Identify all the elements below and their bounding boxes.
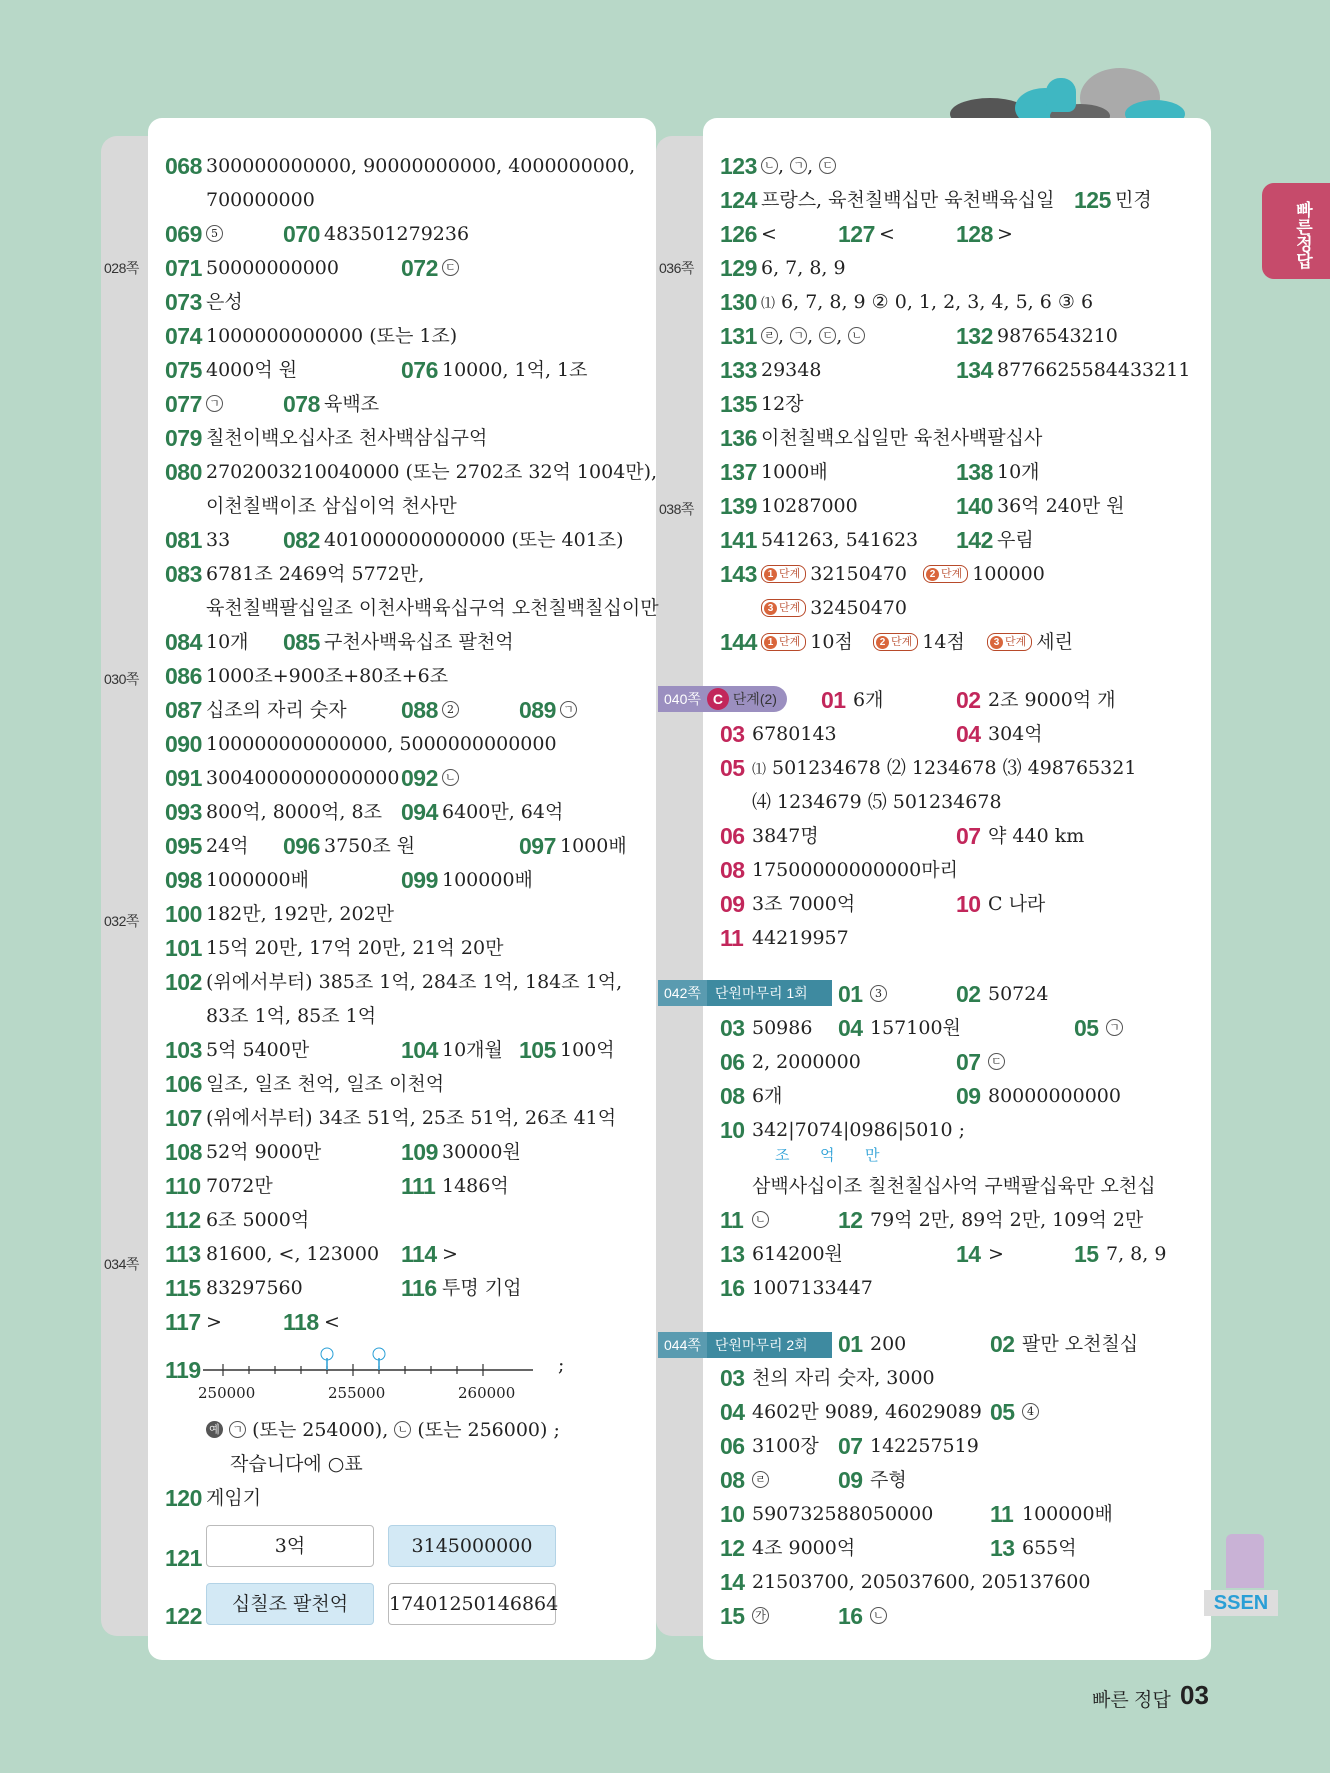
unit-label: 만 — [865, 1147, 880, 1164]
answer: 4조 9000억 — [752, 1537, 856, 1559]
question-number: 01 — [838, 981, 863, 1007]
question-number: 134 — [956, 357, 993, 383]
question-number: 111 — [401, 1173, 436, 1199]
answer: < — [761, 223, 777, 245]
answer: ㄷ — [988, 1046, 1005, 1078]
question-number: 09 — [956, 1083, 981, 1109]
answer: 3100장 — [752, 1435, 819, 1457]
answer: 예 ㄱ (또는 254000), ㄴ (또는 256000) ; — [206, 1414, 560, 1446]
answer-box: 십칠조 팔천억 — [206, 1583, 374, 1625]
footer-label: 빠른 정답 — [1092, 1690, 1171, 1711]
answer: C 나라 — [988, 893, 1046, 915]
question-number: 06 — [720, 1433, 745, 1459]
answer: 1000000배 — [206, 869, 309, 891]
question-number: 094 — [401, 799, 438, 825]
question-number: 03 — [720, 1015, 745, 1041]
answer: 3 단계 32450470 — [761, 592, 907, 624]
question-number: 02 — [956, 981, 981, 1007]
question-number: 073 — [165, 289, 202, 315]
page-mark: 036쪽 — [659, 260, 694, 276]
question-number: 132 — [956, 323, 993, 349]
answer: 24억 — [206, 835, 249, 857]
step-badge: 1 단계 — [761, 565, 806, 583]
question-number: 088 — [401, 697, 438, 723]
question-number: 05 — [1074, 1015, 1099, 1041]
answer: 50000000000 — [206, 257, 339, 279]
answer: 육천칠백팔십일조 이천사백육십구억 오천칠백칠십이만 — [206, 597, 659, 619]
page-mark: 028쪽 — [104, 260, 139, 276]
mascot-icon — [1226, 1534, 1264, 1588]
answer: (위에서부터) 385조 1억, 284조 1억, 184조 1억, — [206, 971, 623, 993]
question-number: 04 — [838, 1015, 863, 1041]
question-number: 116 — [401, 1275, 437, 1301]
answer: 50724 — [988, 983, 1049, 1005]
question-number: 07 — [956, 823, 981, 849]
answer: 1000조+900조+80조+6조 — [206, 665, 449, 687]
answer: 52억 9000만 — [206, 1141, 322, 1163]
question-number: 110 — [165, 1173, 201, 1199]
question-number: 122 — [165, 1603, 202, 1629]
answer: ㄴ — [752, 1204, 769, 1236]
question-number: 099 — [401, 867, 438, 893]
answer: 6400만, 64억 — [442, 801, 564, 823]
answer: 15억 20만, 17억 20만, 21억 20만 — [206, 937, 504, 959]
question-number: 16 — [838, 1603, 863, 1629]
question-number: 096 — [283, 833, 320, 859]
question-number: 098 — [165, 867, 202, 893]
answer: 3조 7000억 — [752, 893, 856, 915]
answer: ㄷ — [442, 252, 459, 284]
question-number: 079 — [165, 425, 202, 451]
answer: 4000억 원 — [206, 359, 298, 381]
answer: 6조 5000억 — [206, 1209, 310, 1231]
step-badge: 3 단계 — [761, 599, 806, 617]
left-answer-panel — [148, 118, 659, 1660]
question-number: 082 — [283, 527, 320, 553]
answer: 300000000000, 90000000000, 4000000000, — [206, 155, 636, 177]
question-number: 11 — [720, 925, 744, 951]
answer: < — [324, 1311, 340, 1333]
question-number: 090 — [165, 731, 202, 757]
step-badge: 2 단계 — [873, 633, 918, 651]
question-number: 102 — [165, 969, 202, 995]
question-number: 130 — [720, 289, 757, 315]
question-number: 123 — [720, 153, 757, 179]
question-number: 113 — [165, 1241, 201, 1267]
answer: 6개 — [752, 1085, 783, 1107]
answer: 4 — [1022, 1396, 1039, 1428]
answer: 483501279236 — [324, 223, 470, 245]
answer: 100000000000000, 5000000000000 — [206, 733, 557, 755]
question-number: 083 — [165, 561, 202, 587]
question-number: 118 — [283, 1309, 319, 1335]
answer: 주형 — [870, 1469, 907, 1491]
question-number: 142 — [956, 527, 993, 553]
question-number: 133 — [720, 357, 757, 383]
question-number: 086 — [165, 663, 202, 689]
answer: ⑴ 6, 7, 8, 9 ② 0, 1, 2, 3, 4, 5, 6 ③ 6 — [761, 291, 1094, 313]
answer: ㄱ — [1106, 1012, 1123, 1044]
page-mark: 040쪽 — [664, 691, 701, 707]
question-number: 07 — [956, 1049, 981, 1075]
answer: > — [997, 223, 1013, 245]
question-number: 120 — [165, 1485, 202, 1511]
step-badge: 2 단계 — [923, 565, 968, 583]
answer: 프랑스, 육천칠백십만 육천백육십일 — [761, 189, 1055, 211]
question-number: 08 — [720, 1083, 745, 1109]
answer: 200 — [870, 1333, 907, 1355]
answer: 투명 기업 — [442, 1277, 522, 1299]
answer: 2 단계 14점 — [873, 626, 965, 658]
question-number: 119 — [165, 1357, 201, 1383]
answer: 3 — [870, 978, 887, 1010]
answer: 36억 240만 원 — [997, 495, 1125, 517]
answer: 1 단계 32150470 — [761, 558, 907, 590]
question-number: 09 — [720, 891, 745, 917]
answer: 9876543210 — [997, 325, 1118, 347]
answer: 6780143 — [752, 723, 837, 745]
question-number: 091 — [165, 765, 202, 791]
answer: 3004000000000000 — [206, 767, 400, 789]
answer: 약 440 km — [988, 825, 1085, 847]
answer: 1 단계 10점 — [761, 626, 853, 658]
question-number: 13 — [990, 1535, 1015, 1561]
answer: 12장 — [761, 393, 804, 415]
question-number: 081 — [165, 527, 202, 553]
answer: 7072만 — [206, 1175, 273, 1197]
question-number: 093 — [165, 799, 202, 825]
answer: 29348 — [761, 359, 822, 381]
question-number: 05 — [990, 1399, 1015, 1425]
answer: ㄱ — [560, 694, 577, 726]
question-number: 10 — [956, 891, 981, 917]
question-number: 04 — [720, 1399, 745, 1425]
question-number: 137 — [720, 459, 757, 485]
answer: 게임기 — [206, 1487, 262, 1509]
answer: 이천칠백오십일만 육천사백팔십사 — [761, 427, 1043, 449]
question-number: 11 — [990, 1501, 1014, 1527]
question-number: 076 — [401, 357, 438, 383]
question-number: 03 — [720, 1365, 745, 1391]
question-number: 15 — [1074, 1241, 1099, 1267]
answer: 800억, 8000억, 8조 — [206, 801, 382, 823]
answer: 655억 — [1022, 1537, 1077, 1559]
answer: 83조 1억, 85조 1억 — [206, 1005, 377, 1027]
question-number: 101 — [165, 935, 202, 961]
answer: > — [442, 1243, 458, 1265]
unit-review-1-tag: 042쪽 단원마무리 1회 — [658, 980, 832, 1006]
question-number: 16 — [720, 1275, 745, 1301]
answer: 8776625584433211 — [997, 359, 1191, 381]
question-number: 09 — [838, 1467, 863, 1493]
owl-icon — [1046, 78, 1076, 112]
question-number: 112 — [165, 1207, 201, 1233]
answer: ㄹ — [752, 1464, 769, 1496]
question-number: 08 — [720, 1467, 745, 1493]
question-number: 114 — [401, 1241, 437, 1267]
answer: 작습니다에 ○표 — [230, 1453, 363, 1475]
answer: 가 — [752, 1600, 769, 1632]
answer: ㄴ , ㄱ , ㄷ — [761, 150, 836, 182]
answer: 700000000 — [206, 189, 315, 211]
answer: 은성 — [206, 291, 243, 313]
question-number: 141 — [720, 527, 757, 553]
quick-answer-tab[interactable]: 빠른정답 — [1262, 183, 1330, 279]
question-number: 131 — [720, 323, 757, 349]
answer: 팔만 오천칠십 — [1022, 1333, 1139, 1355]
answer: 17500000000000마리 — [752, 859, 958, 881]
question-number: 078 — [283, 391, 320, 417]
answer: 142257519 — [870, 1435, 979, 1457]
question-number: 06 — [720, 1049, 745, 1075]
question-number: 14 — [720, 1569, 745, 1595]
answer: 401000000000000 (또는 401조) — [324, 529, 624, 551]
question-number: 05 — [720, 755, 745, 781]
answer: ㄱ — [206, 388, 223, 420]
answer: 182만, 192만, 202만 — [206, 903, 395, 925]
question-number: 075 — [165, 357, 202, 383]
answer: 80000000000 — [988, 1085, 1121, 1107]
answer: 590732588050000 — [752, 1503, 934, 1525]
question-number: 139 — [720, 493, 757, 519]
question-number: 08 — [720, 857, 745, 883]
answer: 100억 — [560, 1039, 615, 1061]
answer: 30000원 — [442, 1141, 521, 1163]
question-number: 136 — [720, 425, 757, 451]
answer: ㄴ — [870, 1600, 887, 1632]
question-number: 140 — [956, 493, 993, 519]
number-line-tick-label: 255000 — [328, 1384, 386, 1402]
answer: 4602만 9089, 46029089 — [752, 1401, 982, 1423]
answer: > — [206, 1311, 222, 1333]
answer: 1486억 — [442, 1175, 509, 1197]
question-number: 121 — [165, 1545, 202, 1571]
question-number: 085 — [283, 629, 320, 655]
question-number: 077 — [165, 391, 202, 417]
answer: 삼백사십이조 칠천칠십사억 구백팔십육만 오천십 — [752, 1175, 1156, 1197]
right-answer-panel — [703, 118, 1211, 1660]
answer: ㄹ , ㄱ , ㄷ , ㄴ — [761, 320, 865, 352]
question-number: 089 — [519, 697, 556, 723]
answer: 칠천이백오십사조 천사백삼십구억 — [206, 427, 488, 449]
question-number: 109 — [401, 1139, 438, 1165]
question-number: 03 — [720, 721, 745, 747]
answer: 100000배 — [1022, 1503, 1113, 1525]
answer: > — [988, 1243, 1004, 1265]
answer: 육백조 — [324, 393, 380, 415]
question-number: 106 — [165, 1071, 202, 1097]
ssen-logo: SSEN — [1204, 1534, 1278, 1618]
question-number: 10 — [720, 1117, 745, 1143]
page-mark: 032쪽 — [104, 913, 139, 929]
answer: 157100원 — [870, 1017, 961, 1039]
unit-label: 억 — [820, 1147, 835, 1164]
question-number: 01 — [838, 1331, 863, 1357]
answer: 342|7074|0986|5010 ; — [752, 1119, 965, 1141]
question-number: 095 — [165, 833, 202, 859]
answer: 3750조 원 — [324, 835, 416, 857]
question-number: 100 — [165, 901, 202, 927]
answer: ⑷ 1234679 ⑸ 501234678 — [752, 791, 1002, 813]
question-number: 14 — [956, 1241, 981, 1267]
answer: 6개 — [853, 689, 884, 711]
question-number: 105 — [519, 1037, 556, 1063]
answer: 5억 5400만 — [206, 1039, 310, 1061]
question-number: 12 — [838, 1207, 863, 1233]
question-number: 144 — [720, 629, 757, 655]
answer: 33 — [206, 529, 231, 551]
question-number: 127 — [838, 221, 875, 247]
question-number: 070 — [283, 221, 320, 247]
page-number: 03 — [1180, 1680, 1209, 1710]
question-number: 13 — [720, 1241, 745, 1267]
answer: 이천칠백이조 삼십이억 천사만 — [206, 495, 457, 517]
answer: 민경 — [1115, 189, 1152, 211]
answer: 100000배 — [442, 869, 533, 891]
question-number: 124 — [720, 187, 757, 213]
answer: 21503700, 205037600, 205137600 — [752, 1571, 1091, 1593]
answer: 79억 2만, 89억 2만, 109억 2만 — [870, 1209, 1144, 1231]
unit-review-2-tag: 044쪽 단원마무리 2회 — [658, 1332, 832, 1358]
question-number: 135 — [720, 391, 757, 417]
answer-box: 3145000000 — [388, 1525, 556, 1567]
answer: 1000배 — [761, 461, 828, 483]
question-number: 11 — [720, 1207, 744, 1233]
unit-label: 조 — [775, 1147, 790, 1164]
question-number: 107 — [165, 1105, 202, 1131]
question-number: 071 — [165, 255, 202, 281]
answer: ㄴ — [442, 762, 459, 794]
answer: 3 단계 세린 — [987, 626, 1073, 658]
answer: 83297560 — [206, 1277, 303, 1299]
question-number: 115 — [165, 1275, 201, 1301]
answer-box: 3억 — [206, 1525, 374, 1567]
answer: 1007133447 — [752, 1277, 873, 1299]
answer: 1000000000000 (또는 1조) — [206, 325, 458, 347]
answer: 십조의 자리 숫자 — [206, 699, 347, 721]
c-badge-icon: C — [707, 688, 729, 710]
question-number: 01 — [821, 687, 846, 713]
question-number: 07 — [838, 1433, 863, 1459]
c-step-tag: 040쪽 C 단계(2) — [658, 686, 787, 712]
answer: < — [879, 223, 895, 245]
question-number: 097 — [519, 833, 556, 859]
number-line-tick-label: 260000 — [458, 1384, 516, 1402]
question-number: 128 — [956, 221, 993, 247]
question-number: 04 — [956, 721, 981, 747]
answer: 50986 — [752, 1017, 813, 1039]
question-number: 15 — [720, 1603, 745, 1629]
answer-box: 17401250146864 — [388, 1583, 556, 1625]
answer: 304억 — [988, 723, 1043, 745]
question-number: 069 — [165, 221, 202, 247]
question-number: 129 — [720, 255, 757, 281]
question-number: 103 — [165, 1037, 202, 1063]
answer: 구천사백육십조 팔천억 — [324, 631, 514, 653]
answer: 10개 — [997, 461, 1040, 483]
example-icon: 예 — [206, 1421, 223, 1438]
answer: 2 — [442, 694, 459, 726]
step-badge: 3 단계 — [987, 633, 1032, 651]
answer: 3847명 — [752, 825, 819, 847]
answer: 6, 7, 8, 9 — [761, 257, 846, 279]
question-number: 108 — [165, 1139, 202, 1165]
question-number: 126 — [720, 221, 757, 247]
answer: 천의 자리 숫자, 3000 — [752, 1367, 935, 1389]
page-mark: 038쪽 — [659, 501, 694, 517]
question-number: 117 — [165, 1309, 201, 1335]
answer: 10287000 — [761, 495, 858, 517]
question-number: 125 — [1074, 187, 1111, 213]
answer: 10000, 1억, 1조 — [442, 359, 588, 381]
answer: 우림 — [997, 529, 1034, 551]
answer: 6781조 2469억 5772만, — [206, 563, 425, 585]
page-mark: 034쪽 — [104, 1256, 139, 1272]
answer: 44219957 — [752, 927, 849, 949]
answer: 614200원 — [752, 1243, 843, 1265]
answer: (위에서부터) 34조 51억, 25조 51억, 26조 41억 — [206, 1107, 617, 1129]
answer: 10개월 — [442, 1039, 503, 1061]
question-number: 084 — [165, 629, 202, 655]
answer: 7, 8, 9 — [1106, 1243, 1167, 1265]
question-number: 143 — [720, 561, 757, 587]
answer: ⑴ 501234678 ⑵ 1234678 ⑶ 498765321 — [752, 757, 1137, 779]
answer: 2조 9000억 개 — [988, 689, 1116, 711]
answer: 5 — [206, 218, 223, 250]
answer: 81600, <, 123000 — [206, 1243, 380, 1265]
answer: 일조, 일조 천억, 일조 이천억 — [206, 1073, 445, 1095]
number-line-tick-label: 250000 — [198, 1384, 256, 1402]
semicolon: ; — [558, 1354, 565, 1376]
question-number: 068 — [165, 153, 202, 179]
question-number: 06 — [720, 823, 745, 849]
answer: 2 단계 100000 — [923, 558, 1045, 590]
answer: 10개 — [206, 631, 249, 653]
question-number: 072 — [401, 255, 438, 281]
question-number: 080 — [165, 459, 202, 485]
question-number: 12 — [720, 1535, 745, 1561]
question-number: 104 — [401, 1037, 438, 1063]
page-mark: 030쪽 — [104, 671, 139, 687]
question-number: 02 — [990, 1331, 1015, 1357]
answer: 2702003210040000 (또는 2702조 32억 1004만), — [206, 461, 658, 483]
question-number: 10 — [720, 1501, 745, 1527]
question-number: 138 — [956, 459, 993, 485]
question-number: 02 — [956, 687, 981, 713]
question-number: 092 — [401, 765, 438, 791]
question-number: 087 — [165, 697, 202, 723]
question-number: 074 — [165, 323, 202, 349]
answer: 2, 2000000 — [752, 1051, 861, 1073]
step-badge: 1 단계 — [761, 633, 806, 651]
answer: 1000배 — [560, 835, 627, 857]
answer: 541263, 541623 — [761, 529, 919, 551]
